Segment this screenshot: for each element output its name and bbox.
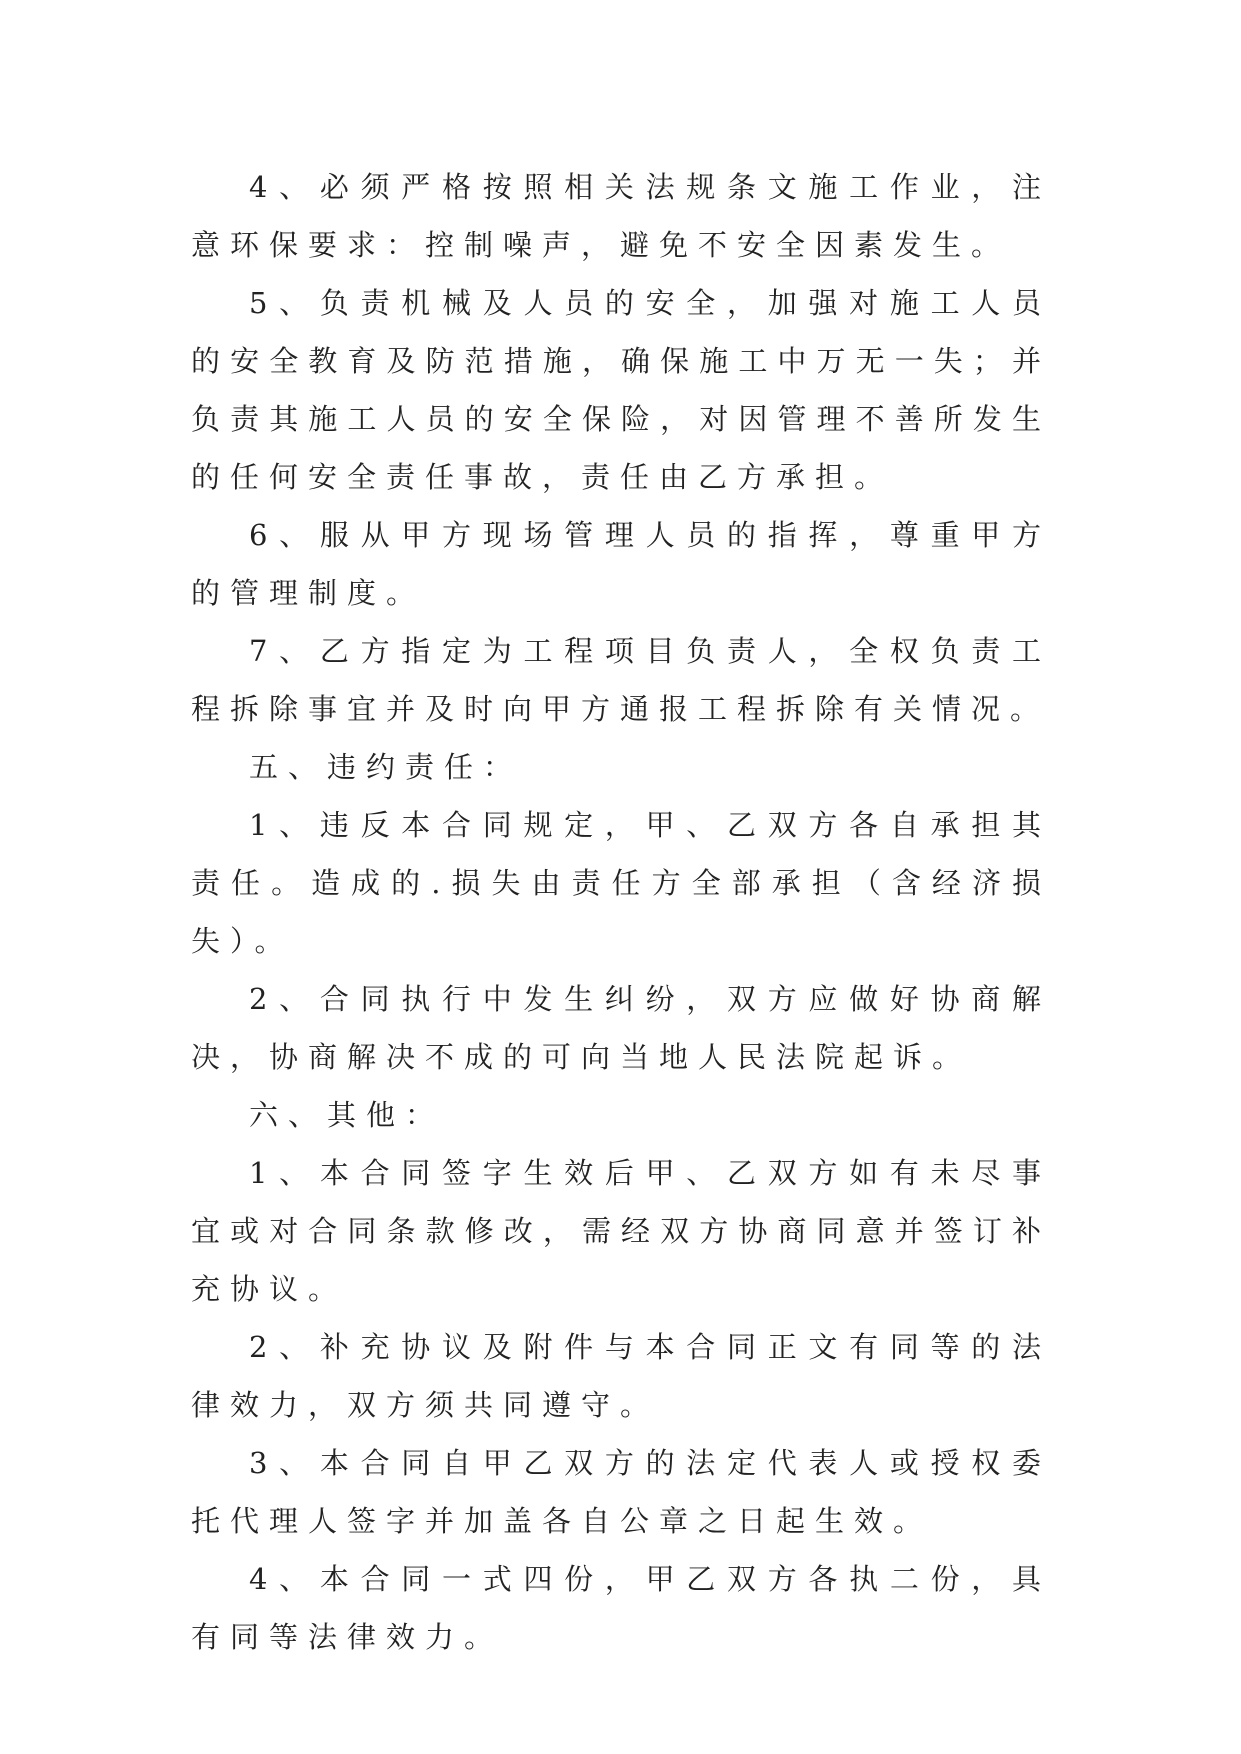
breach-clause-2: 2、合同执行中发生纠纷，双方应做好协商解决，协商解决不成的可向当地人民法院起诉。: [191, 982, 1051, 1074]
other-clause-1: 1、本合同签字生效后甲、乙双方如有未尽事宜或对合同条款修改，需经双方协商同意并签订补充协议。: [191, 1156, 1051, 1306]
clause-4-environmental: 4、必须严格按照相关法规条文施工作业，注意环保要求：控制噪声，避免不安全因素发生。: [191, 170, 1051, 262]
document-body: [191, 158, 1051, 1666]
section-heading-other: 六、其他：: [249, 1098, 445, 1132]
other-clause-4: 4、本合同一式四份，甲乙双方各执二份，具有同等法律效力。: [191, 1562, 1051, 1654]
breach-clause-1: 1、违反本合同规定，甲、乙双方各自承担其责任。造成的.损失由责任方全部承担（含经济损失）。: [191, 808, 1051, 958]
clause-6-management: 6、服从甲方现场管理人员的指挥，尊重甲方的管理制度。: [191, 518, 1051, 610]
other-clause-3: 3、本合同自甲乙双方的法定代表人或授权委托代理人签字并加盖各自公章之日起生效。: [191, 1446, 1051, 1538]
section-heading-breach: 五、违约责任：: [249, 750, 523, 784]
clause-7-project-lead: 7、乙方指定为工程项目负责人，全权负责工程拆除事宜并及时向甲方通报工程拆除有关情况。: [191, 634, 1051, 726]
other-clause-2: 2、补充协议及附件与本合同正文有同等的法律效力，双方须共同遵守。: [191, 1330, 1051, 1422]
clause-5-safety: 5、负责机械及人员的安全，加强对施工人员的安全教育及防范措施，确保施工中万无一失；并负责其施工人员的安全保险，对因管理不善所发生的任何安全责任事故，责任由乙方承担。: [191, 286, 1051, 494]
